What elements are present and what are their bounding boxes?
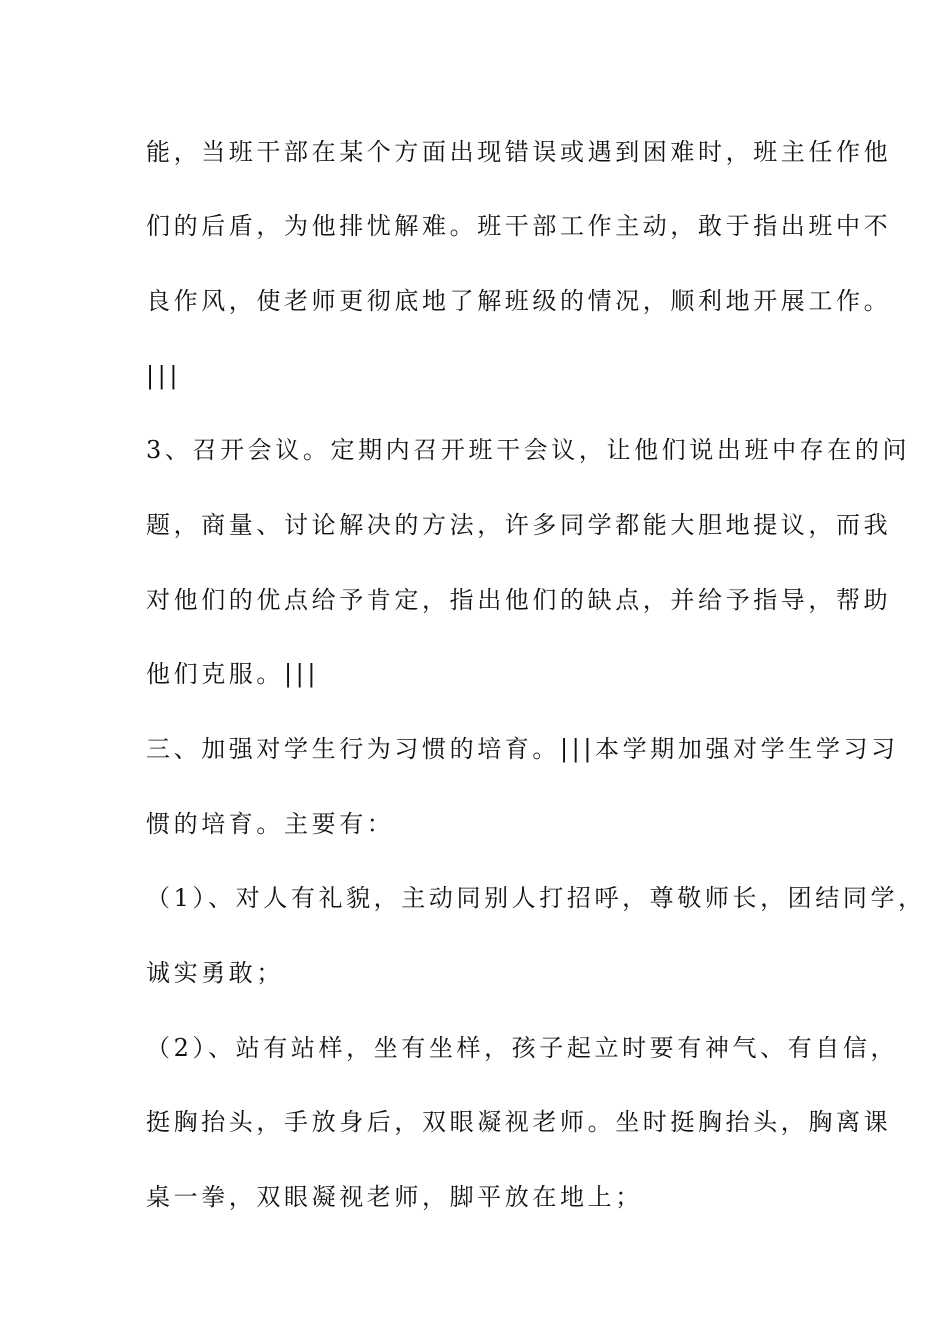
text-line-11: （1）、对人有礼貌，主动同别人打招呼，尊敬师长，团结同学， [146, 884, 926, 912]
text-line-10: 惯的培育。主要有： [146, 810, 395, 838]
text-line-1: 能，当班干部在某个方面出现错误或遇到困难时，班主任作他 [146, 138, 892, 166]
text-line-15: 桌一拳，双眼凝视老师，脚平放在地上； [146, 1183, 643, 1211]
text-line-14: 挺胸抬头，手放身后，双眼凝视老师。坐时挺胸抬头，胸离课 [146, 1108, 892, 1136]
text-line-2: 们的后盾，为他排忧解难。班干部工作主动，敢于指出班中不 [146, 212, 892, 240]
text-line-12: 诚实勇敢； [146, 959, 284, 987]
text-line-5: 3、召开会议。定期内召开班干会议，让他们说出班中存在的问 [146, 436, 911, 464]
text-line-6: 题，商量、讨论解决的方法，许多同学都能大胆地提议，而我 [146, 511, 892, 539]
text-line-7: 对他们的优点给予肯定，指出他们的缺点，并给予指导，帮助 [146, 586, 892, 614]
text-line-13: （2）、站有站样，坐有坐样，孩子起立时要有神气、有自信， [146, 1034, 899, 1062]
text-line-9: 三、加强对学生行为习惯的培育。|||本学期加强对学生学习习 [146, 735, 899, 763]
text-line-3: 良作风，使老师更彻底地了解班级的情况，顺利地开展工作。 [146, 287, 892, 315]
text-line-4: ||| [146, 362, 182, 390]
text-line-8: 他们克服。||| [146, 660, 320, 688]
